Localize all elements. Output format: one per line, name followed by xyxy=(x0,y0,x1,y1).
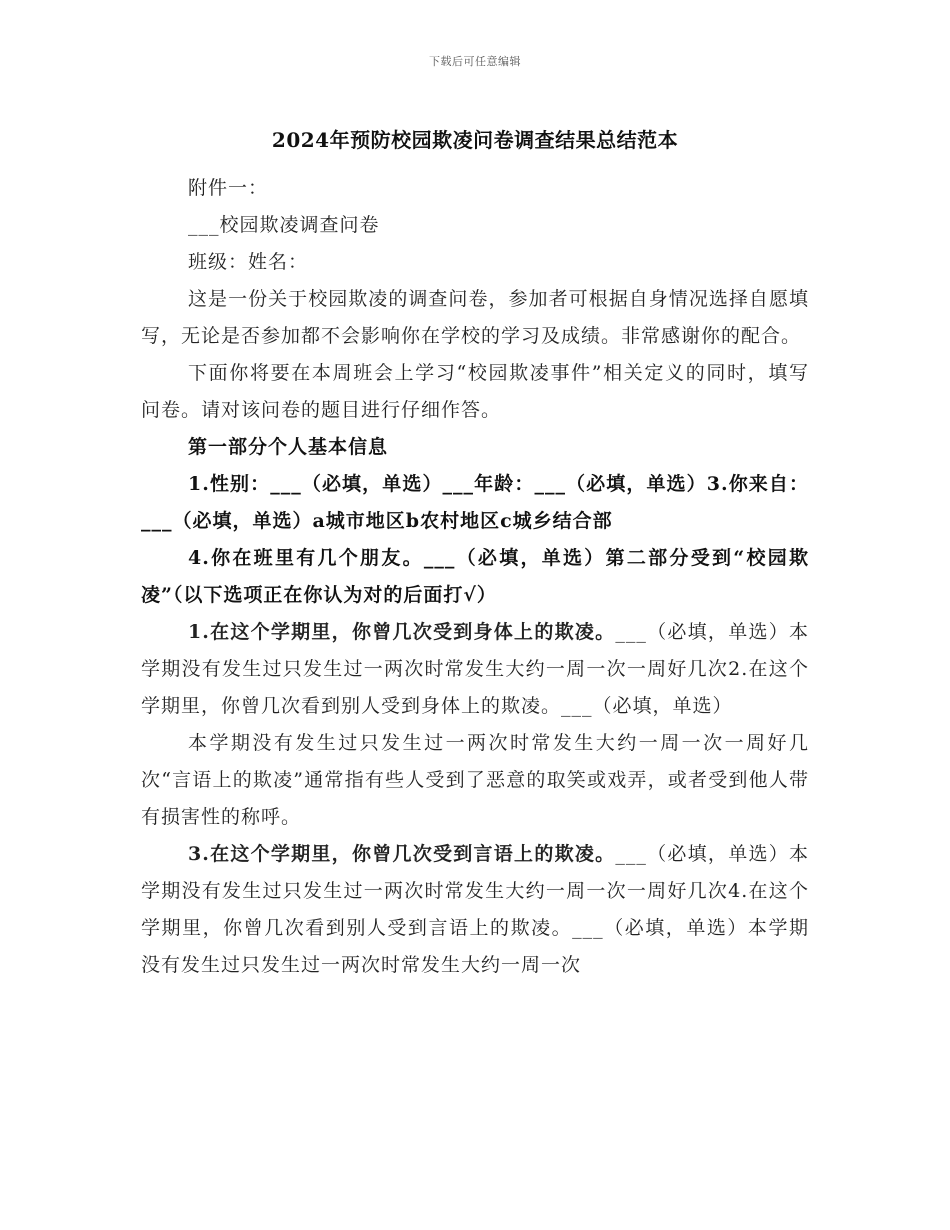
attachment-label: 附件一： xyxy=(188,177,269,199)
question-verbal-bullying xyxy=(141,836,809,984)
intro-paragraph: 这是一份关于校园欺凌的调查问卷，参加者可根据自身情况选择自愿填写，无论是否参加都不会影响你在学校的学习及成绩。非常感谢你的配合。 xyxy=(141,288,809,347)
class-name-line: 班级：姓名： xyxy=(188,251,309,273)
question-physical-bullying-options: ___（必填，单选）本学期没有发生过只发生过一两次时常发生大约一周一次一周好几次2.在这个学期里，你曾几次看到别人受到身体上的欺凌。___（必填，单选） xyxy=(141,621,809,717)
question-friends: 4.你在班里有几个朋友。___（必填，单选）第二部分受到“校园欺凌”（以下选项正在你认为对的后面打√） xyxy=(141,547,809,606)
questionnaire-name: ___校园欺凌调查问卷 xyxy=(188,214,380,236)
verbal-bullying-definition: 本学期没有发生过只发生过一两次时常发生大约一周一次一周好几次“言语上的欺凌”通常指有些人受到了恶意的取笑或戏弄，或者受到他人带有损害性的称呼。 xyxy=(141,732,809,828)
question-verbal-bullying-options: ___（必填，单选）本学期没有发生过只发生过一两次时常发生大约一周一次一周好几次4.在这个学期里，你曾几次看到别人受到言语上的欺凌。___（必填，单选）本学期没有发生过只发生过一两次时常发生大约一周一次 xyxy=(141,843,809,976)
section-heading-basic-info: 第一部分个人基本信息 xyxy=(188,436,389,458)
instruction-paragraph: 下面你将要在本周班会上学习“校园欺凌事件”相关定义的同时，填写问卷。请对该问卷的题目进行仔细作答。 xyxy=(141,362,809,421)
document-body xyxy=(141,170,809,984)
question-physical-bullying xyxy=(141,614,809,725)
document-title: 2024年预防校园欺凌问卷调查结果总结范本 xyxy=(271,128,679,152)
question-verbal-bullying-stem: 3.在这个学期里，你曾几次受到言语上的欺凌。 xyxy=(188,843,616,865)
header-note: 下载后可任意编辑 xyxy=(429,55,521,68)
question-gender-age-origin: 1.性别：___（必填，单选）___年龄：___（必填，单选）3.你来自：___（必填，单选）a城市地区b农村地区c城乡结合部 xyxy=(141,473,809,532)
question-physical-bullying-stem: 1.在这个学期里，你曾几次受到身体上的欺凌。 xyxy=(188,621,616,643)
